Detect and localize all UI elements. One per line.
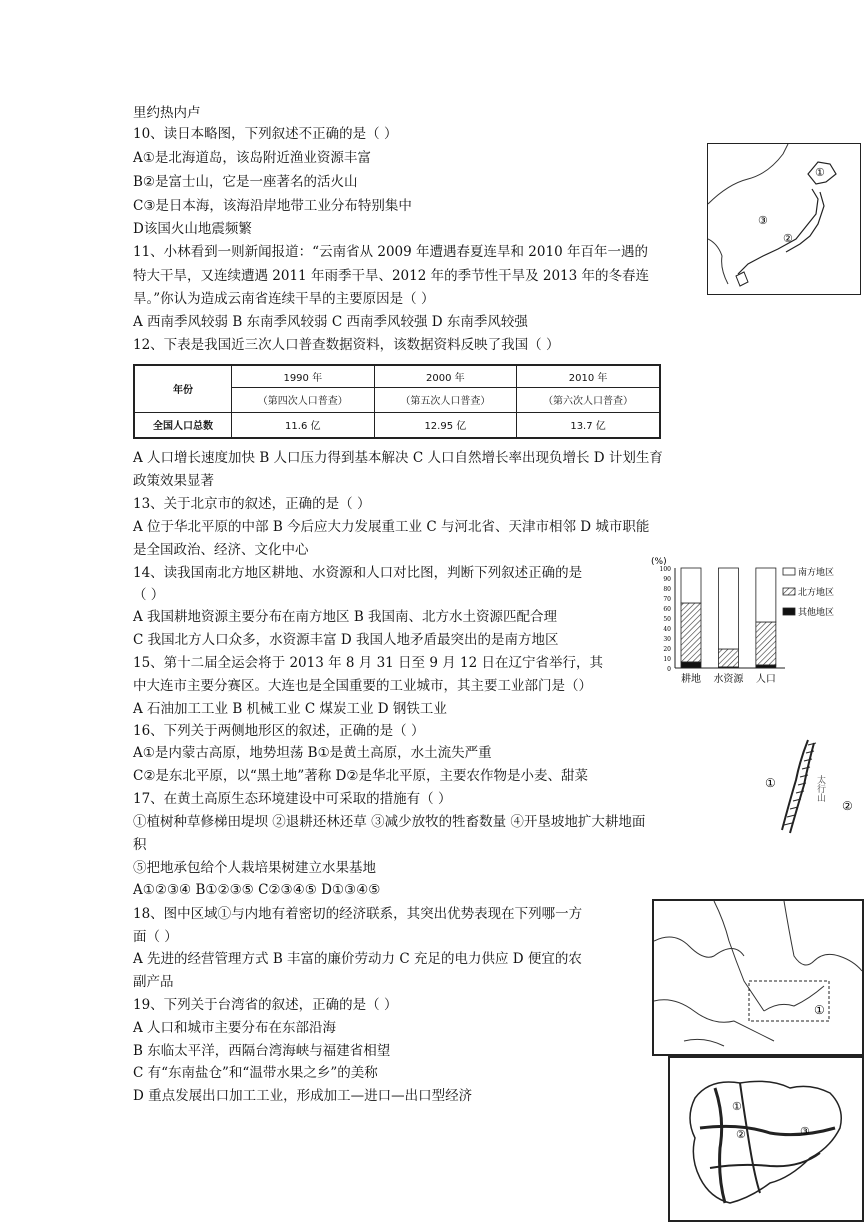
y-tick-label: 50 <box>663 616 671 623</box>
terrain-mountain-label: 太行山 <box>815 775 825 802</box>
q14-options-1: A 我国耕地资源主要分布在南方地区 B 我国南、北方水土资源匹配合理 <box>133 609 558 625</box>
census-table <box>133 364 661 439</box>
q17-measures-3: ⑤把地承包给个人栽培果树建立水果基地 <box>133 860 376 876</box>
q17-measures-1: ①植树种草修梯田堤坝 ②退耕还林还草 ③减少放牧的牲畜数量 ④开垦坡地扩大耕地面 <box>133 814 646 830</box>
q13-options-2: 是全国政治、经济、文化中心 <box>133 542 309 558</box>
table-census-4: （第四次人口普查） <box>232 388 375 413</box>
q12-stem: 12、下表是我国近三次人口普查数据资料，该数据资料反映了我国（ ） <box>133 337 560 353</box>
legend-label: 其他地区 <box>798 608 835 618</box>
bar-segment <box>756 568 776 622</box>
q17-options: A①②③④ B①②③⑤ C②③④⑤ D①③④⑤ <box>133 882 381 898</box>
japan-marker-2: ② <box>783 232 793 245</box>
q18-options-2: 副产品 <box>133 974 174 990</box>
y-tick-label: 100 <box>659 566 671 573</box>
province-map <box>668 1056 864 1222</box>
q15-stem-2: 中大连市主要分赛区。大连也是全国重要的工业城市，其主要工业部门是（） <box>133 678 592 694</box>
q12-options-1: A 人口增长速度加快 B 人口压力得到基本解决 C 人口自然增长率出现负增长 D 计划生育 <box>133 450 663 466</box>
legend-swatch <box>783 568 795 575</box>
terrain-marker-1: ① <box>765 776 776 790</box>
province-map-drawing <box>670 1058 862 1220</box>
q11-stem-1: 11、小林看到一则新闻报道：“云南省从 2009 年遭遇春夏连旱和 2010 年百年一遇的 <box>133 244 648 260</box>
y-tick-label: 60 <box>663 606 671 613</box>
q19-option-c: C 有“东南盐仓”和“温带水果之乡”的美称 <box>133 1065 378 1081</box>
legend-swatch <box>783 588 795 595</box>
x-category-label: 耕地 <box>681 674 701 685</box>
q19-option-a: A 人口和城市主要分布在东部沿海 <box>133 1020 337 1036</box>
q13-stem: 13、关于北京市的叙述，正确的是（ ） <box>133 496 371 512</box>
table-header-year: 年份 <box>134 365 232 412</box>
y-tick-label: 80 <box>663 586 671 593</box>
y-tick-label: 0 <box>667 666 671 673</box>
q10-option-c: C③是日本海，该海沿岸地带工业分布特别集中 <box>133 198 412 214</box>
x-category-label: 水资源 <box>713 674 744 685</box>
y-tick-label: 90 <box>663 576 671 583</box>
legend-label: 北方地区 <box>798 588 835 598</box>
bar-segment <box>756 665 776 668</box>
y-tick-label: 20 <box>663 646 671 653</box>
province-marker-3: ③ <box>800 1125 810 1138</box>
q13-options-1: A 位于华北平原的中部 B 今后应大力发展重工业 C 与河北省、天津市相邻 D 城市职能 <box>133 519 650 535</box>
q11-stem-2: 特大干旱，又连续遭遇 2011 年雨季干旱、2012 年的季节性干旱及 2013 年的冬春连 <box>133 268 650 284</box>
land-water-population-chart <box>651 556 856 686</box>
bar-segment <box>718 568 738 649</box>
q12-options-2: 政策效果显著 <box>133 473 214 489</box>
q18-stem-2: 面（ ） <box>133 929 178 945</box>
q18-stem-1: 18、图中区域①与内地有着密切的经济联系，其突出优势表现在下列哪一方 <box>133 906 583 922</box>
y-tick-label: 70 <box>663 596 671 603</box>
table-census-6: （第六次人口普查） <box>517 388 660 413</box>
province-marker-2: ② <box>736 1128 746 1141</box>
region-map-drawing <box>654 901 862 1054</box>
q18-options-1: A 先进的经营管理方式 B 丰富的廉价劳动力 C 充足的电力供应 D 便宜的农 <box>133 951 582 967</box>
table-census-5: （第五次人口普查） <box>374 388 517 413</box>
q14-stem-1: 14、读我国南北方地区耕地、水资源和人口对比图，判断下列叙述正确的是 <box>133 565 583 581</box>
q19-option-b: B 东临太平洋，西隔台湾海峡与福建省相望 <box>133 1043 391 1059</box>
q10-option-b: B②是富士山，它是一座著名的活火山 <box>133 174 358 190</box>
q16-stem: 16、下列关于两侧地形区的叙述，正确的是（ ） <box>133 723 425 739</box>
terrain-marker-2: ② <box>842 799 853 813</box>
line-1: 里约热内卢 <box>133 105 201 121</box>
japan-map-drawing <box>708 144 860 294</box>
bar-segment <box>681 662 701 668</box>
table-value-1990: 11.6 亿 <box>232 412 375 438</box>
x-category-label: 人口 <box>755 674 776 685</box>
region-map <box>652 899 864 1056</box>
table-value-2010: 13.7 亿 <box>517 412 660 438</box>
terrain-map <box>760 735 855 835</box>
q19-stem: 19、下列关于台湾省的叙述，正确的是（ ） <box>133 997 398 1013</box>
legend-label: 南方地区 <box>798 568 835 578</box>
q16-options-2: C②是东北平原，以“黑土地”著称 D②是华北平原，主要农作物是小麦、甜菜 <box>133 768 588 784</box>
q16-options-1: A①是内蒙古高原，地势坦荡 B①是黄土高原，水土流失严重 <box>133 745 492 761</box>
terrain-map-drawing <box>760 735 855 835</box>
table-row-label: 全国人口总数 <box>134 412 232 438</box>
y-tick-label: 10 <box>663 656 671 663</box>
bar-segment <box>681 568 701 603</box>
chart-unit: (%) <box>651 557 667 567</box>
table-year-1990: 1990 年 <box>232 365 375 388</box>
region-marker-1: ① <box>814 1003 825 1017</box>
bar-segment <box>718 649 738 667</box>
q17-stem: 17、在黄土高原生态环境建设中可采取的措施有（ ） <box>133 791 452 807</box>
q11-stem-3: 旱。”你认为造成云南省连续干旱的主要原因是（ ） <box>133 291 435 307</box>
y-tick-label: 40 <box>663 626 671 633</box>
japan-marker-1: ① <box>815 166 825 179</box>
q11-options: A 西南季风较弱 B 东南季风较弱 C 西南季风较强 D 东南季风较强 <box>133 314 528 330</box>
table-year-2000: 2000 年 <box>374 365 517 388</box>
legend-swatch <box>783 608 795 615</box>
q19-option-d: D 重点发展出口加工工业，形成加工—进口—出口型经济 <box>133 1088 473 1104</box>
q10-option-a: A①是北海道岛，该岛附近渔业资源丰富 <box>133 150 371 166</box>
q15-stem-1: 15、第十二届全运会将于 2013 年 8 月 31 日至 9 月 12 日在辽宁省举行，其 <box>133 655 603 671</box>
province-marker-1: ① <box>732 1100 742 1113</box>
bar-segment <box>681 603 701 662</box>
q14-stem-2: （ ） <box>133 587 165 603</box>
q15-options: A 石油加工工业 B 机械工业 C 煤炭工业 D 钢铁工业 <box>133 701 447 717</box>
q10-option-d: D该国火山地震频繁 <box>133 221 252 237</box>
japan-map <box>707 143 861 295</box>
y-tick-label: 30 <box>663 636 671 643</box>
table-year-2010: 2010 年 <box>517 365 660 388</box>
japan-marker-3: ③ <box>758 214 768 227</box>
q17-measures-2: 积 <box>133 837 147 853</box>
q10-stem: 10、读日本略图，下列叙述不正确的是（ ） <box>133 126 398 142</box>
table-value-2000: 12.95 亿 <box>374 412 517 438</box>
q14-options-2: C 我国北方人口众多，水资源丰富 D 我国人地矛盾最突出的是南方地区 <box>133 632 559 648</box>
bar-segment <box>756 622 776 665</box>
